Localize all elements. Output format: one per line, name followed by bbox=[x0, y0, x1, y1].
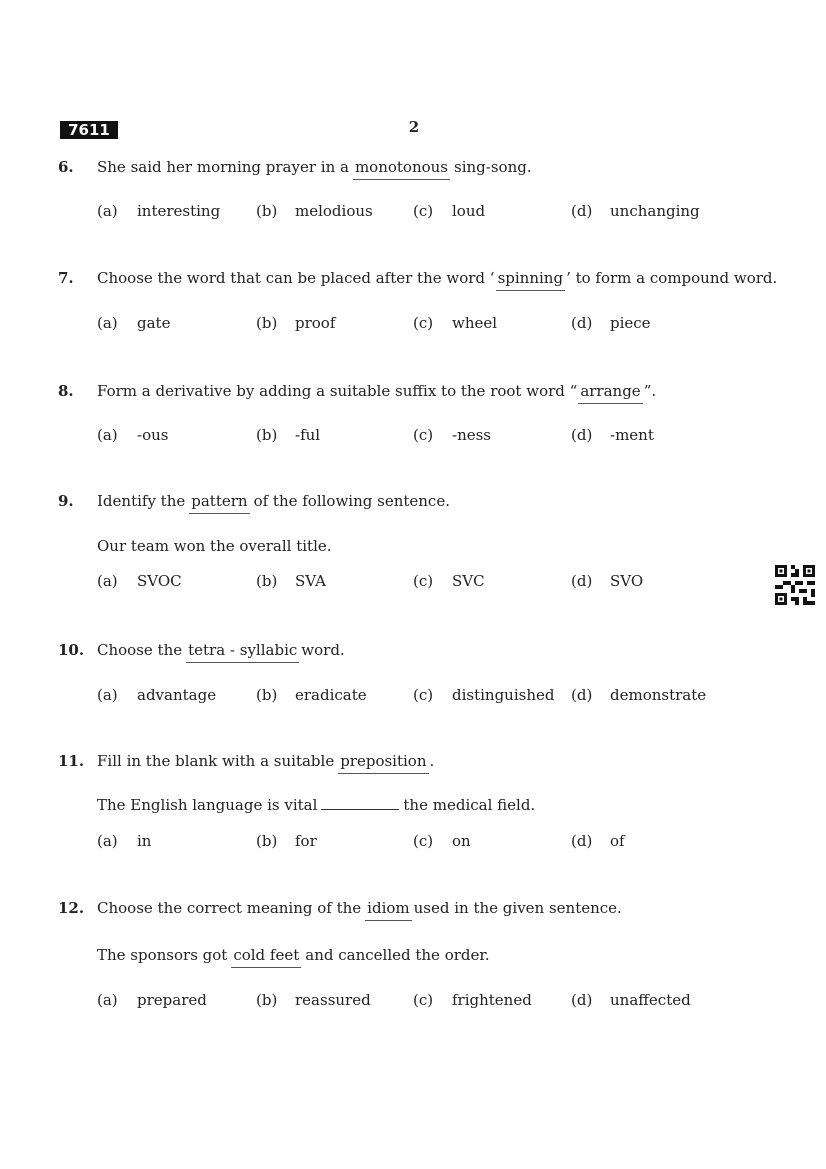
underlined-word: tetra - syllabic bbox=[186, 641, 299, 663]
option-b-letter: (b) bbox=[256, 202, 278, 220]
question-number: 11. bbox=[58, 752, 85, 770]
question-text: Fill in the blank with a suitable preposition . bbox=[97, 752, 434, 770]
paper-code-badge: 7611 bbox=[60, 121, 118, 139]
option-c[interactable]: frightened bbox=[452, 991, 532, 1009]
page-number: 2 bbox=[408, 118, 420, 136]
option-d-letter: (d) bbox=[571, 426, 593, 444]
question-number: 10. bbox=[58, 641, 85, 659]
options-10 bbox=[0, 686, 826, 708]
option-c[interactable]: on bbox=[452, 832, 471, 850]
underlined-word: spinning bbox=[496, 269, 565, 291]
option-d-letter: (d) bbox=[571, 572, 593, 590]
options-7 bbox=[0, 314, 826, 336]
option-b-letter: (b) bbox=[256, 314, 278, 332]
option-c[interactable]: distinguished bbox=[452, 686, 555, 704]
question-text: She said her morning prayer in a monotonous sing-song. bbox=[97, 158, 532, 176]
option-c-letter: (c) bbox=[413, 832, 434, 850]
option-d-letter: (d) bbox=[571, 991, 593, 1009]
question-sentence: The sponsors got cold feet and cancelled the order. bbox=[97, 946, 490, 964]
options-11 bbox=[0, 832, 826, 854]
option-d[interactable]: unchanging bbox=[610, 202, 700, 220]
option-c-letter: (c) bbox=[413, 426, 434, 444]
options-9 bbox=[0, 572, 826, 594]
underlined-word: pattern bbox=[189, 492, 249, 514]
option-d-letter: (d) bbox=[571, 832, 593, 850]
option-c[interactable]: -ness bbox=[452, 426, 492, 444]
underlined-word: monotonous bbox=[353, 158, 450, 180]
option-a-letter: (a) bbox=[97, 991, 118, 1009]
question-text: Form a derivative by adding a suitable suffix to the root word “ arrange ”. bbox=[97, 382, 656, 400]
options-8 bbox=[0, 426, 826, 448]
option-a[interactable]: in bbox=[137, 832, 152, 850]
option-d[interactable]: -ment bbox=[610, 426, 654, 444]
option-a[interactable]: -ous bbox=[137, 426, 169, 444]
option-c-letter: (c) bbox=[413, 991, 434, 1009]
underlined-word: preposition bbox=[338, 752, 428, 774]
option-a-letter: (a) bbox=[97, 572, 118, 590]
option-a[interactable]: advantage bbox=[137, 686, 217, 704]
option-b[interactable]: SVA bbox=[295, 572, 326, 590]
option-b[interactable]: proof bbox=[295, 314, 336, 332]
option-b-letter: (b) bbox=[256, 572, 278, 590]
option-b[interactable]: eradicate bbox=[295, 686, 367, 704]
qr-code-icon bbox=[775, 565, 815, 605]
option-c[interactable]: SVC bbox=[452, 572, 485, 590]
option-d[interactable]: SVO bbox=[610, 572, 644, 590]
option-a[interactable]: prepared bbox=[137, 991, 207, 1009]
option-a[interactable]: interesting bbox=[137, 202, 221, 220]
option-b-letter: (b) bbox=[256, 832, 278, 850]
option-c-letter: (c) bbox=[413, 314, 434, 332]
option-d[interactable]: unaffected bbox=[610, 991, 691, 1009]
option-a-letter: (a) bbox=[97, 832, 118, 850]
option-d-letter: (d) bbox=[571, 686, 593, 704]
option-b[interactable]: for bbox=[295, 832, 317, 850]
option-d[interactable]: of bbox=[610, 832, 625, 850]
options-6 bbox=[0, 202, 826, 224]
question-number: 12. bbox=[58, 899, 85, 917]
option-d[interactable]: piece bbox=[610, 314, 651, 332]
question-number: 6. bbox=[58, 158, 74, 176]
option-c-letter: (c) bbox=[413, 572, 434, 590]
underlined-word: arrange bbox=[578, 382, 642, 404]
question-number: 9. bbox=[58, 492, 74, 510]
option-d-letter: (d) bbox=[571, 202, 593, 220]
option-a-letter: (a) bbox=[97, 426, 118, 444]
question-sentence: Our team won the overall title. bbox=[97, 537, 332, 555]
option-a-letter: (a) bbox=[97, 314, 118, 332]
question-sentence: The English language is vital the medical field. bbox=[97, 796, 536, 814]
option-b[interactable]: reassured bbox=[295, 991, 371, 1009]
question-text: Choose the word that can be placed after the word ‘ spinning ’ to form a compound word. bbox=[97, 269, 777, 287]
option-b-letter: (b) bbox=[256, 991, 278, 1009]
underlined-word: idiom bbox=[365, 899, 411, 921]
option-c-letter: (c) bbox=[413, 202, 434, 220]
option-c-letter: (c) bbox=[413, 686, 434, 704]
question-text: Choose the tetra - syllabic word. bbox=[97, 641, 345, 659]
options-12 bbox=[0, 991, 826, 1013]
question-number: 7. bbox=[58, 269, 74, 287]
option-a[interactable]: gate bbox=[137, 314, 171, 332]
option-d[interactable]: demonstrate bbox=[610, 686, 707, 704]
option-c[interactable]: loud bbox=[452, 202, 486, 220]
option-a-letter: (a) bbox=[97, 686, 118, 704]
option-a[interactable]: SVOC bbox=[137, 572, 182, 590]
option-b[interactable]: melodious bbox=[295, 202, 373, 220]
option-d-letter: (d) bbox=[571, 314, 593, 332]
option-c[interactable]: wheel bbox=[452, 314, 498, 332]
option-a-letter: (a) bbox=[97, 202, 118, 220]
answer-blank bbox=[321, 797, 399, 810]
option-b[interactable]: -ful bbox=[295, 426, 321, 444]
question-number: 8. bbox=[58, 382, 74, 400]
underlined-phrase: cold feet bbox=[231, 946, 301, 968]
option-b-letter: (b) bbox=[256, 426, 278, 444]
option-b-letter: (b) bbox=[256, 686, 278, 704]
question-text: Identify the pattern of the following sentence. bbox=[97, 492, 450, 510]
question-text: Choose the correct meaning of the idiom used in the given sentence. bbox=[97, 899, 622, 917]
